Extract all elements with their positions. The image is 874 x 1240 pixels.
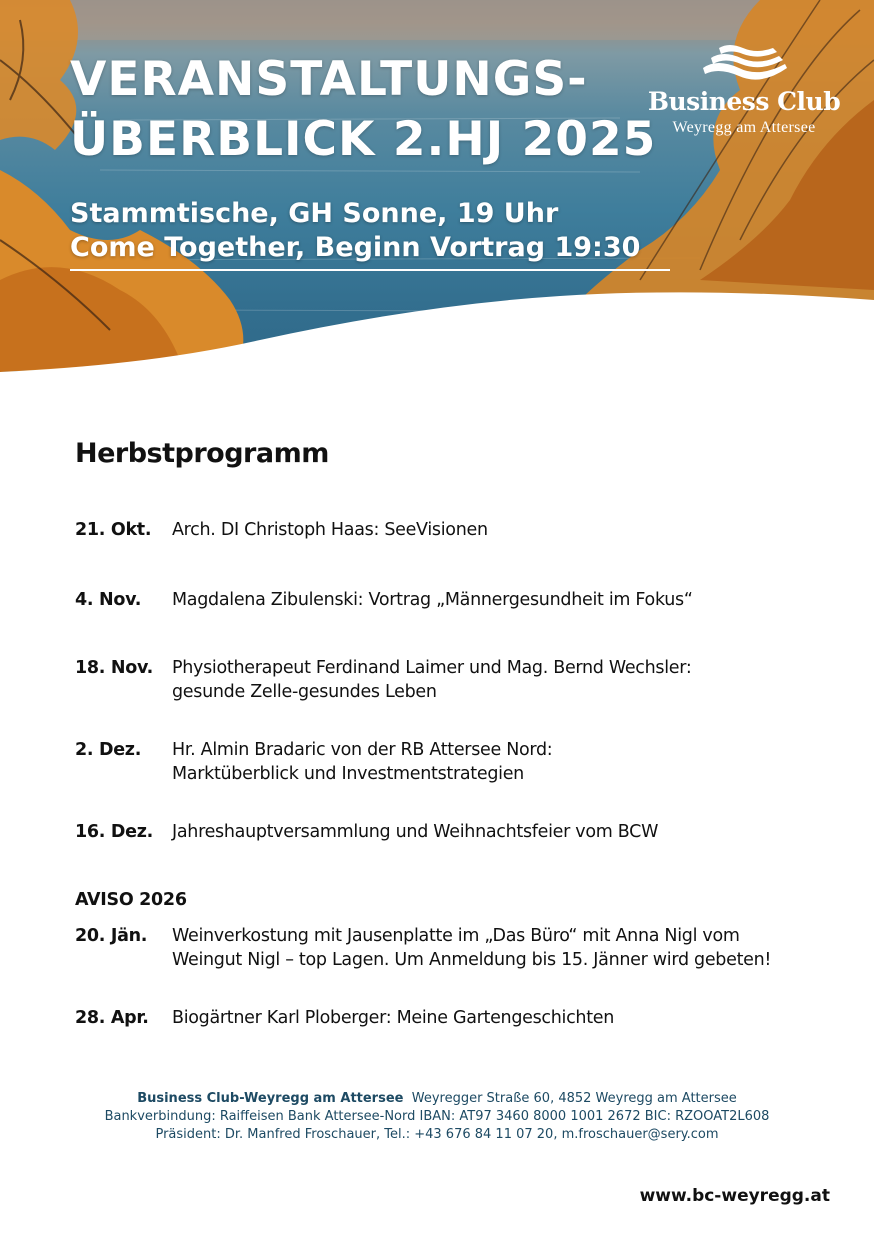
section-title-herbstprogramm: Herbstprogramm [75, 438, 329, 469]
event-row [75, 656, 835, 704]
event-date: 28. Apr. [75, 1008, 149, 1028]
event-row [75, 1006, 835, 1030]
business-club-logo [646, 42, 842, 138]
event-date: 16. Dez. [75, 822, 153, 842]
event-date: 4. Nov. [75, 590, 142, 610]
event-row [75, 738, 835, 786]
event-description [172, 518, 835, 542]
footer-org-name: Business Club-Weyregg am Attersee [137, 1091, 404, 1106]
hero-banner [0, 0, 874, 380]
event-line: Hr. Almin Bradaric von der RB Attersee Nord: [172, 740, 553, 760]
event-description [172, 656, 835, 704]
event-line: Magdalena Zibulenski: Vortrag „Männergesundheit im Fokus“ [172, 590, 693, 610]
event-row [75, 588, 835, 612]
event-description [172, 588, 835, 612]
subtitle [70, 197, 670, 265]
event-description [172, 1006, 835, 1030]
event-line: gesunde Zelle-gesundes Leben [172, 682, 437, 702]
website-link[interactable]: www.bc-weyregg.at [639, 1186, 830, 1206]
page-title [70, 50, 656, 170]
footer-president: Präsident: Dr. Manfred Froschauer, Tel.: +43 676 84 11 07 20, m.froschauer@sery.com [155, 1127, 719, 1142]
subtitle-line-2: Come Together, Beginn Vortrag 19:30 [70, 232, 641, 263]
footer-bank: Bankverbindung: Raiffeisen Bank Attersee-Nord IBAN: AT97 3460 8000 1001 2672 BIC: RZOOAT2L608 [104, 1109, 770, 1124]
event-line: Weinverkostung mit Jausenplatte im „Das Büro“ mit Anna Nigl vom [172, 926, 740, 946]
footer [0, 1090, 874, 1144]
event-date: 18. Nov. [75, 658, 153, 678]
event-line: Arch. DI Christoph Haas: SeeVisionen [172, 520, 488, 540]
title-line-2: ÜBERBLICK 2.HJ 2025 [70, 112, 657, 167]
event-row [75, 820, 835, 844]
event-line: Weingut Nigl – top Lagen. Um Anmeldung bis 15. Jänner wird gebeten! [172, 950, 772, 970]
event-line: Jahreshauptversammlung und Weihnachtsfeier vom BCW [172, 822, 659, 842]
subtitle-underline [70, 269, 670, 271]
footer-address-line [0, 1090, 874, 1108]
footer-address: Weyregger Straße 60, 4852 Weyregg am Attersee [411, 1091, 737, 1106]
event-row [75, 924, 835, 972]
section-title-aviso: AVISO 2026 [75, 890, 187, 910]
event-date: 21. Okt. [75, 520, 152, 540]
event-line: Physiotherapeut Ferdinand Laimer und Mag. Bernd Wechsler: [172, 658, 692, 678]
logo-location: Weyregg am Attersee [672, 119, 816, 136]
event-date: 2. Dez. [75, 740, 142, 760]
logo-name: Business Club [647, 87, 841, 116]
event-description [172, 738, 835, 786]
event-date: 20. Jän. [75, 926, 148, 946]
subtitle-line-1: Stammtische, GH Sonne, 19 Uhr [70, 198, 559, 229]
event-row [75, 518, 835, 542]
waves-icon [699, 42, 789, 86]
title-line-1: VERANSTALTUNGS- [70, 52, 588, 107]
event-description [172, 820, 835, 844]
event-line: Marktüberblick und Investmentstrategien [172, 764, 524, 784]
event-line: Biogärtner Karl Ploberger: Meine Gartengeschichten [172, 1008, 615, 1028]
event-description [172, 924, 835, 972]
